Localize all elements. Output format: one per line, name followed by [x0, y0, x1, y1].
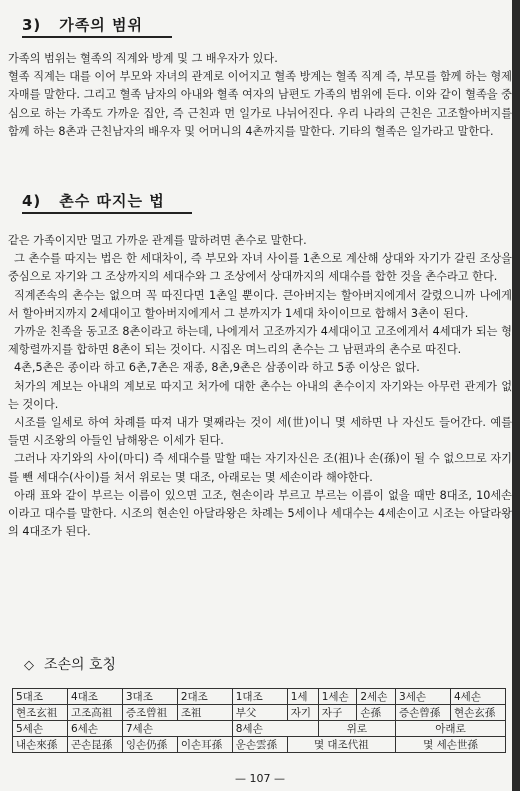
generation-table: [12, 688, 506, 753]
table-cell: 조祖: [177, 705, 232, 721]
table-cell: 5세손: [13, 721, 68, 737]
table-cell: 아래로: [396, 721, 506, 737]
table-cell: 3대조: [122, 689, 177, 705]
table-cell: 현손玄孫: [450, 705, 505, 721]
section-4-number: 4): [22, 192, 42, 210]
table-row: [13, 737, 506, 753]
table-row: [13, 705, 506, 721]
paragraph: 처가의 계보는 아내의 계보로 따지고 처가에 대한 촌수는 아내의 촌수이지 자기와는 아무런 관계가 없는 것이다.: [8, 379, 512, 411]
table-cell: 3세손: [396, 689, 451, 705]
table-cell: 4세손: [450, 689, 505, 705]
table-cell: 증조曾祖: [122, 705, 177, 721]
section-3-title: 가족의 범위: [59, 16, 143, 34]
table-cell: 1대조: [232, 689, 287, 705]
section-3-body: [8, 50, 512, 141]
table-cell: 2대조: [177, 689, 232, 705]
subsection-title: 조손의 호칭: [44, 657, 117, 673]
table-cell: 증손曾孫: [396, 705, 451, 721]
section-4-underline: [22, 212, 192, 214]
table-cell: 5대조: [13, 689, 68, 705]
table-cell: 몇 세손世孫: [396, 737, 506, 753]
section-3-underline: [22, 36, 172, 38]
table-cell: 내손來孫: [13, 737, 68, 753]
table-cell: 이손耳孫: [177, 737, 232, 753]
table-cell: 운손雲孫: [232, 737, 287, 753]
paragraph: 혈족 직계는 대를 이어 부모와 자녀의 관계로 이어지고 혈족 방계는 혈족 직계 즉, 부모를 함께 하는 형제자매를 말한다. 그리고 혈족 남자의 아내와 혈족 여자의 남편도 가족의 범위에 든다. 이와 같이 혈족을 중심으로 하는 가족도 가까운 집안, 즉 근친과 먼 일가로 나뉘어진다. 우리 나라의 근친은 고조할아버지를 함께 하는 8촌과 근친남자의 배우자 및 어머니의 4촌까지를 말한다. 기타의 혈족은 일가라고 말한다.: [8, 70, 512, 138]
table-cell: 잉손仍孫: [122, 737, 177, 753]
section-3-number: 3): [22, 16, 42, 34]
table-cell: 7세손: [122, 721, 232, 737]
paragraph: 가족의 범위는 혈족의 직계와 방계 및 그 배우자가 있다.: [8, 52, 278, 65]
table-row: [13, 689, 506, 705]
table-cell: 현조玄祖: [13, 705, 68, 721]
table-cell: 자子: [318, 705, 357, 721]
paragraph: 직계존속의 촌수는 없으며 꼭 따진다면 1촌일 뿐이다. 큰아버지는 할아버지에게서 갈렸으니까 나에게서 할아버지까지 2세대이고 할아버지에게서 그 분까지가 1세대 차이이므로 합해서 3촌이 된다.: [8, 288, 512, 320]
table-cell: 몇 대조代祖: [287, 737, 395, 753]
paragraph: 아래 표와 같이 부르는 이름이 있으면 고조, 현손이라 부르고 부르는 이름이 없을 때만 8대조, 10세손이라고 대수를 말한다. 시조의 현손인 아달라왕은 차례는 5세이나 세대수는 4세손이고 시조는 아달라왕의 4대조가 된다.: [8, 488, 512, 539]
table-cell: 8세손: [232, 721, 318, 737]
table-cell: 4대조: [67, 689, 122, 705]
section-4-title: 촌수 따지는 법: [59, 192, 165, 210]
table-cell: 손孫: [357, 705, 396, 721]
section-4-heading: [22, 190, 165, 211]
table-cell: 부父: [232, 705, 287, 721]
paragraph: 같은 가족이지만 멀고 가까운 관계를 말하려면 촌수로 말한다.: [8, 234, 307, 247]
table-cell: 위로: [318, 721, 395, 737]
section-3-heading: [22, 14, 143, 35]
table-cell: 자기: [287, 705, 318, 721]
table-row: [13, 721, 506, 737]
diamond-icon: ◇: [24, 658, 34, 673]
page-number: — 107 —: [235, 772, 285, 785]
table-cell: 고조高祖: [67, 705, 122, 721]
table-cell: 곤손昆孫: [67, 737, 122, 753]
paragraph: 가까운 친족을 동고조 8촌이라고 하는데, 나에게서 고조까지가 4세대이고 고조에게서 4세대가 되는 형제항렬까지를 합하면 8촌이 되는 것이다. 시집온 며느리의 촌수는 그 남편과의 촌수로 따진다.: [8, 325, 512, 357]
table-cell: 6세손: [67, 721, 122, 737]
scan-edge-bar: [512, 0, 520, 791]
paragraph: 그 촌수를 따지는 법은 한 세대차이, 즉 부모와 자녀 사이를 1촌으로 계산해 상대와 자기가 갈린 조상을 중심으로 자기와 그 조상까지의 세대수와 그 조상에서 상대까지의 세대수를 합한 것을 촌수라고 한다.: [8, 252, 512, 284]
table-cell: 1세: [287, 689, 318, 705]
paragraph: 4촌,5촌은 종이라 하고 6촌,7촌은 재종, 8촌,9촌은 삼종이라 하고 5종 이상은 없다.: [14, 361, 420, 375]
subsection-heading: [24, 654, 116, 674]
paragraph: 그러나 자기와의 사이(마디) 즉 세대수를 말할 때는 자기자신은 조(祖)나 손(孫)이 될 수 없으므로 자기를 뺀 세대수(사이)를 쳐서 위로는 몇 대조, 아래로는 몇 세손이라 해야한다.: [8, 452, 512, 484]
table-cell: 2세손: [357, 689, 396, 705]
table-cell: 1세손: [318, 689, 357, 705]
section-4-body: [8, 232, 512, 541]
paragraph: 시조를 일세로 하여 차례를 따져 내가 몇째라는 것이 세(世)이니 몇 세하면 나 자신도 들어간다. 예를 들면 시조왕의 아들인 남해왕은 이세가 된다.: [8, 416, 512, 448]
